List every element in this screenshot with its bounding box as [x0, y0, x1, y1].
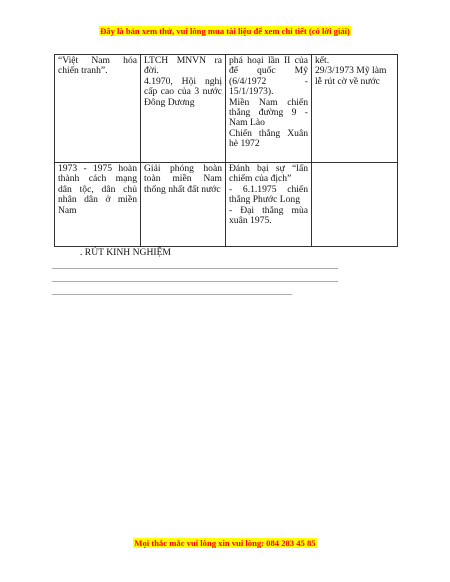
contact-notice-banner — [0, 538, 450, 548]
table-cell — [312, 163, 398, 247]
preview-notice-banner — [0, 26, 450, 36]
cell-line: “Việt Nam hóa chiến tranh”. — [58, 55, 137, 77]
cell-line: 1973 - 1975 hoàn thành cách mạng dân tộc, dân chủ nhân dân ở miền Nam — [58, 163, 137, 216]
history-table — [54, 54, 398, 247]
cell-line: 29/3/1973 Mỹ làm lễ rút cờ về nước — [315, 65, 387, 87]
preview-notice-text: Đây là bản xem thử, vui lòng mua tài liệu để xem chi tiết (có lời giải) — [100, 26, 350, 36]
table-cell — [141, 163, 226, 247]
lesson-heading: . RÚT KINH NGHIỆM — [80, 247, 171, 258]
table-cell — [312, 55, 398, 163]
contact-notice-text: Mọi thắc mắc vui lòng xin vui lòng: 084 283 45 85 — [134, 538, 316, 548]
cell-line: - 6.1.1975 chiến thắng Phước Long — [229, 183, 308, 206]
cell-line: kết. — [315, 55, 330, 66]
dotted-answer-line: ............................................................................................................................................... — [52, 275, 338, 284]
cell-line: Miền Nam chiến thắng đường 9 - Nam Lào — [229, 96, 308, 129]
cell-line: 4.1970, Hội nghị cấp cao của 3 nước Đông Dương — [144, 75, 222, 108]
cell-line: Đánh bại sự “lấn chiếm của địch” — [229, 163, 308, 185]
cell-line: phá hoại lần II của đế quốc Mỹ (6/4/1972 - 15/1/1973). — [229, 55, 308, 98]
table-cell — [55, 55, 141, 163]
dotted-answer-line: ............................................................................................................................................... — [52, 262, 338, 271]
table-cell — [141, 55, 226, 163]
table-row — [55, 55, 398, 163]
table-cell — [226, 163, 312, 247]
cell-line: LTCH MNVN ra đời. — [144, 55, 222, 77]
table-cell — [55, 163, 141, 247]
table-row — [55, 163, 398, 247]
table-cell — [226, 55, 312, 163]
dotted-answer-line: ........................................................................................................................ — [52, 288, 292, 297]
cell-line: - Đại thắng mùa xuân 1975. — [229, 204, 308, 227]
cell-line: Giải phóng hoàn toàn miền Nam thống nhất đất nước — [144, 163, 222, 195]
cell-line: Chiến thắng Xuân hè 1972 — [229, 127, 308, 150]
